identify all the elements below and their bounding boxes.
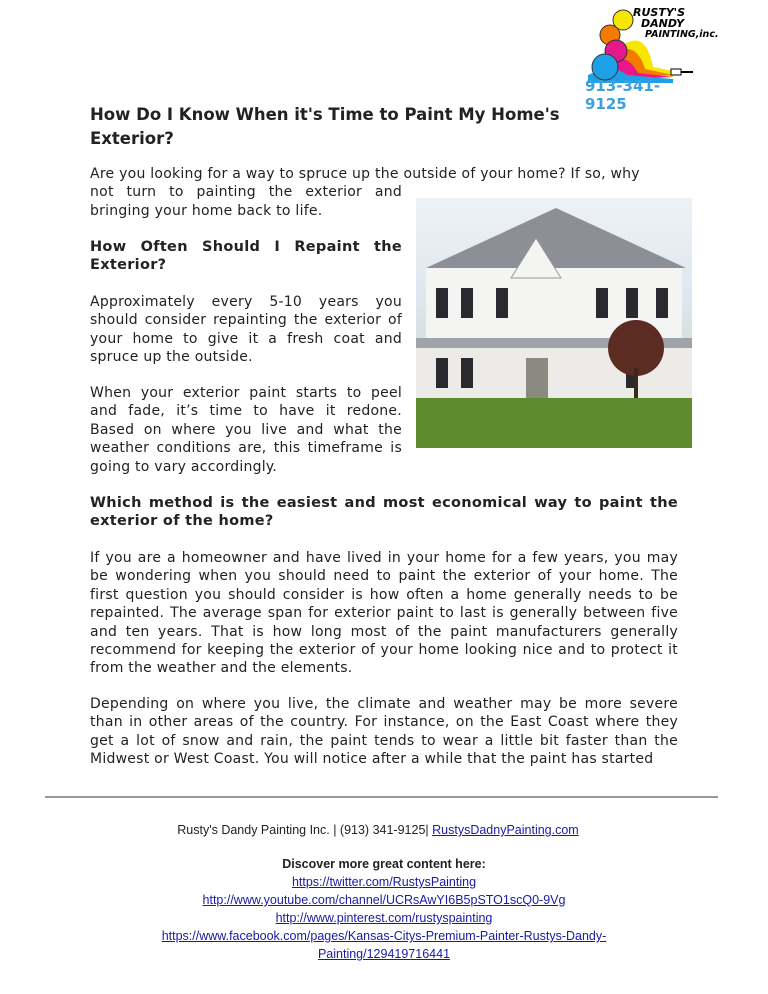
intro-paragraph: not turn to painting the exterior and bringing your home back to life. [90,184,402,219]
paragraph-climate: Depending on where you live, the climate and weather may be more severe than in other areas of the country. For instance, on the East Coast where they get a lot of snow and rain, the paint tends to wear a little bit faster than the Midwest or West Coast. You will notice after a while that the paint has started [90,696,678,768]
house-photo [416,198,692,448]
facebook-link[interactable]: https://www.facebook.com/pages/Kansas-Citys-Premium-Painter-Rustys-Dandy-Painting/129419716441 [161,929,607,961]
logo-text: PAINTING,inc. [645,29,719,40]
paragraph-peel: When your exterior paint starts to peel and fade, it’s time to have it redone. Based on where you live and what the weather conditions are, this timeframe is going to vary accordingly. [90,385,402,475]
twitter-link[interactable]: https://twitter.com/RustysPainting [291,875,477,889]
footer-divider [45,796,718,798]
paragraph-homeowner: If you are a homeowner and have lived in your home for a few years, you may be wondering when you should need to paint the exterior of your home. The first question you should consider is how often a home generally needs to be repainted. The average span for exterior paint to last is generally between five and ten years. That is how long most of the paint manufacturers generally recommend for keeping the exterior of your home looking nice and to protect it from the weather and the elements. [90,550,678,677]
paragraph-how-often: Approximately every 5-10 years you should consider repainting the exterior of your home to give it a fresh coat and spruce up the outside. [90,294,402,366]
page-title: How Do I Know When it's Time to Paint My Home's Exterior? [90,105,560,148]
pinterest-link[interactable]: http://www.pinterest.com/rustyspainting [275,911,493,925]
youtube-link[interactable]: http://www.youtube.com/channel/UCRsAwYI6B5pSTO1scQ0-9Vg [202,893,566,907]
company-logo [583,5,719,113]
intro-paragraph-first-line: Are you looking for a way to spruce up the outside of your home? If so, why [90,166,640,182]
logo-text: RUSTY'S [633,6,686,19]
footer-company: Rusty's Dandy Painting Inc. | (913) 341-9125| [177,823,433,837]
section-heading-method: Which method is the easiest and most economical way to paint the exterior of the home? [90,495,678,530]
section-heading-how-often: How Often Should I Repaint the Exterior? [90,239,402,274]
footer-site-link[interactable]: RustysDadnyPainting.com [432,823,579,837]
logo-text: DANDY [641,17,685,30]
logo-phone: 913-341-9125 [585,77,661,113]
footer-company-line [0,821,762,839]
footer-discover: Discover more great content here: [282,857,486,871]
